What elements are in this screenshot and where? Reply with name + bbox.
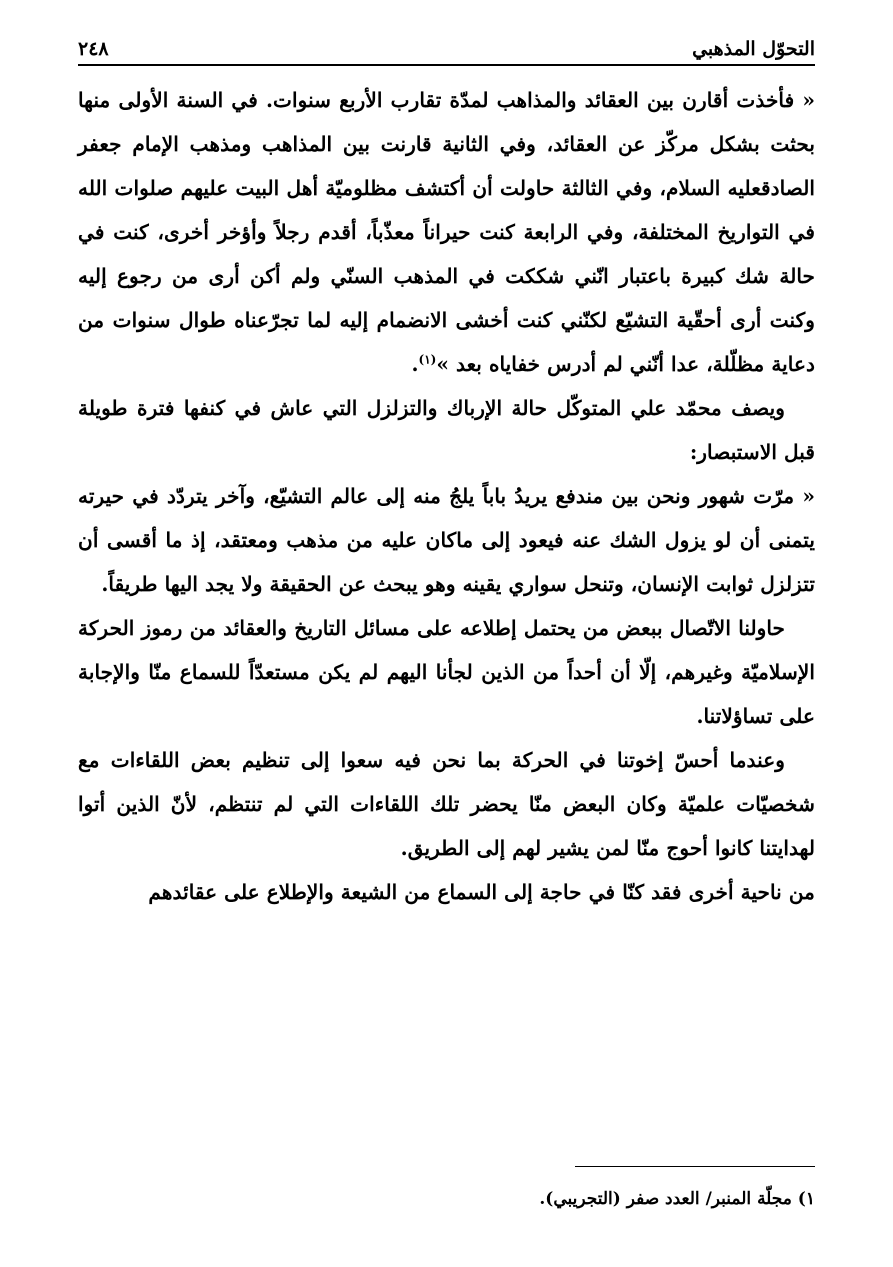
paragraph-quote-4: وعندما أحسّ إخوتنا في الحركة بما نحن فيه سعوا إلى تنظيم بعض اللقاءات مع شخصيّات علميّة وكان البعض منّا يحضر تلك اللقاءات التي لم تنتظم، لأنّ الذين أتوا لهدايتنا كانوا أحوج منّا لمن يشير لهم إلى الطريق.: [78, 748, 815, 860]
footnote-divider: [575, 1166, 815, 1167]
body-text: [78, 78, 815, 914]
paragraph-quote-3: حاولنا الاتّصال ببعض من يحتمل إطلاعه على مسائل التاريخ والعقائد من رموز الحركة الإسلاميّة وغيرهم، إلّا أن أحداً من الذين لجأنا اليهم لم يكن مستعدّاً للسماع منّا والإجابة على تساؤلاتنا.: [78, 616, 815, 728]
footnote-marker: (١): [418, 352, 437, 367]
page-number: ٢٤٨: [78, 38, 109, 60]
paragraph-quote-5: من ناحية أخرى فقد كنّا في حاجة إلى السماع من الشيعة والإطلاع على عقائدهم: [148, 880, 815, 904]
paragraph-text: « فأخذت أقارن بين العقائد والمذاهب لمدّة تقارب الأربع سنوات. في السنة الأولى منها بحثت بشكل مركّز عن العقائد، وفي الثانية قارنت بين المذاهب ومذهب الإمام جعفر الصادقعليه السلام، وفي الثالثة حاولت أن أكتشف مظلوميّة أهل البيت عليهم صلوات الله في التواريخ المختلفة، وفي الرابعة كنت حيراناً معذّباً، أقدم رجلاً وأؤخر أخرى، كنت في حالة شك كبيرة باعتبار انّني شككت في المذهب السنّي ولم أكن أرى من رجوع إليه وكنت أرى أحقّية التشيّع لكنّني كنت أخشى الانضمام إليه لما تجرّعناه طوال سنوات من دعاية مظلّلة، عدا أنّني لم أدرس خفاياه بعد »: [78, 88, 815, 376]
paragraph-quote-2: « مرّت شهور ونحن بين مندفع يريدُ باباً يلجُ منه إلى عالم التشيّع، وآخر يتردّد في حيرته يتمنى أن لو يزول الشك عنه فيعود إلى ماكان عليه من مذهب ومعتقد، إذ ما أقسى أن تتزلزل ثوابت الإنسان، وتنحل سواري يقينه وهو يبحث عن الحقيقة ولا يجد اليها طريقاً.: [78, 484, 815, 596]
running-title: التحوّل المذهبي: [692, 38, 815, 60]
footnote: ١) مجلّة المنبر/ العدد صفر (التجريبي).: [539, 1189, 815, 1209]
running-header: [78, 30, 815, 66]
paragraph-intro: ويصف محمّد علي المتوكّل حالة الإرباك والتزلزل التي عاش في كنفها فترة طويلة قبل الاستبصار:: [78, 396, 815, 464]
paragraph-quote-1: « فأخذت أقارن بين العقائد والمذاهب لمدّة تقارب الأربع سنوات. في السنة الأولى منها بحثت بشكل مركّز عن العقائد، وفي الثانية قارنت بين المذاهب ومذهب الإمام جعفر الصادقعليه السلام، وفي الثالثة حاولت أن أكتشف مظلوميّة أهل البيت عليهم صلوات الله في التواريخ المختلفة، وفي الرابعة كنت حيراناً معذّباً، أقدم رجلاً وأؤخر أخرى، كنت في حالة شك كبيرة باعتبار انّني شككت في المذهب السنّي ولم أكن أرى من رجوع إليه وكنت أرى أحقّية التشيّع لكنّني كنت أخشى الانضمام إليه لما تجرّعناه طوال سنوات من دعاية مظلّلة، عدا أنّني لم أدرس خفاياه بعد »$^{(١)}$.: [78, 88, 815, 376]
